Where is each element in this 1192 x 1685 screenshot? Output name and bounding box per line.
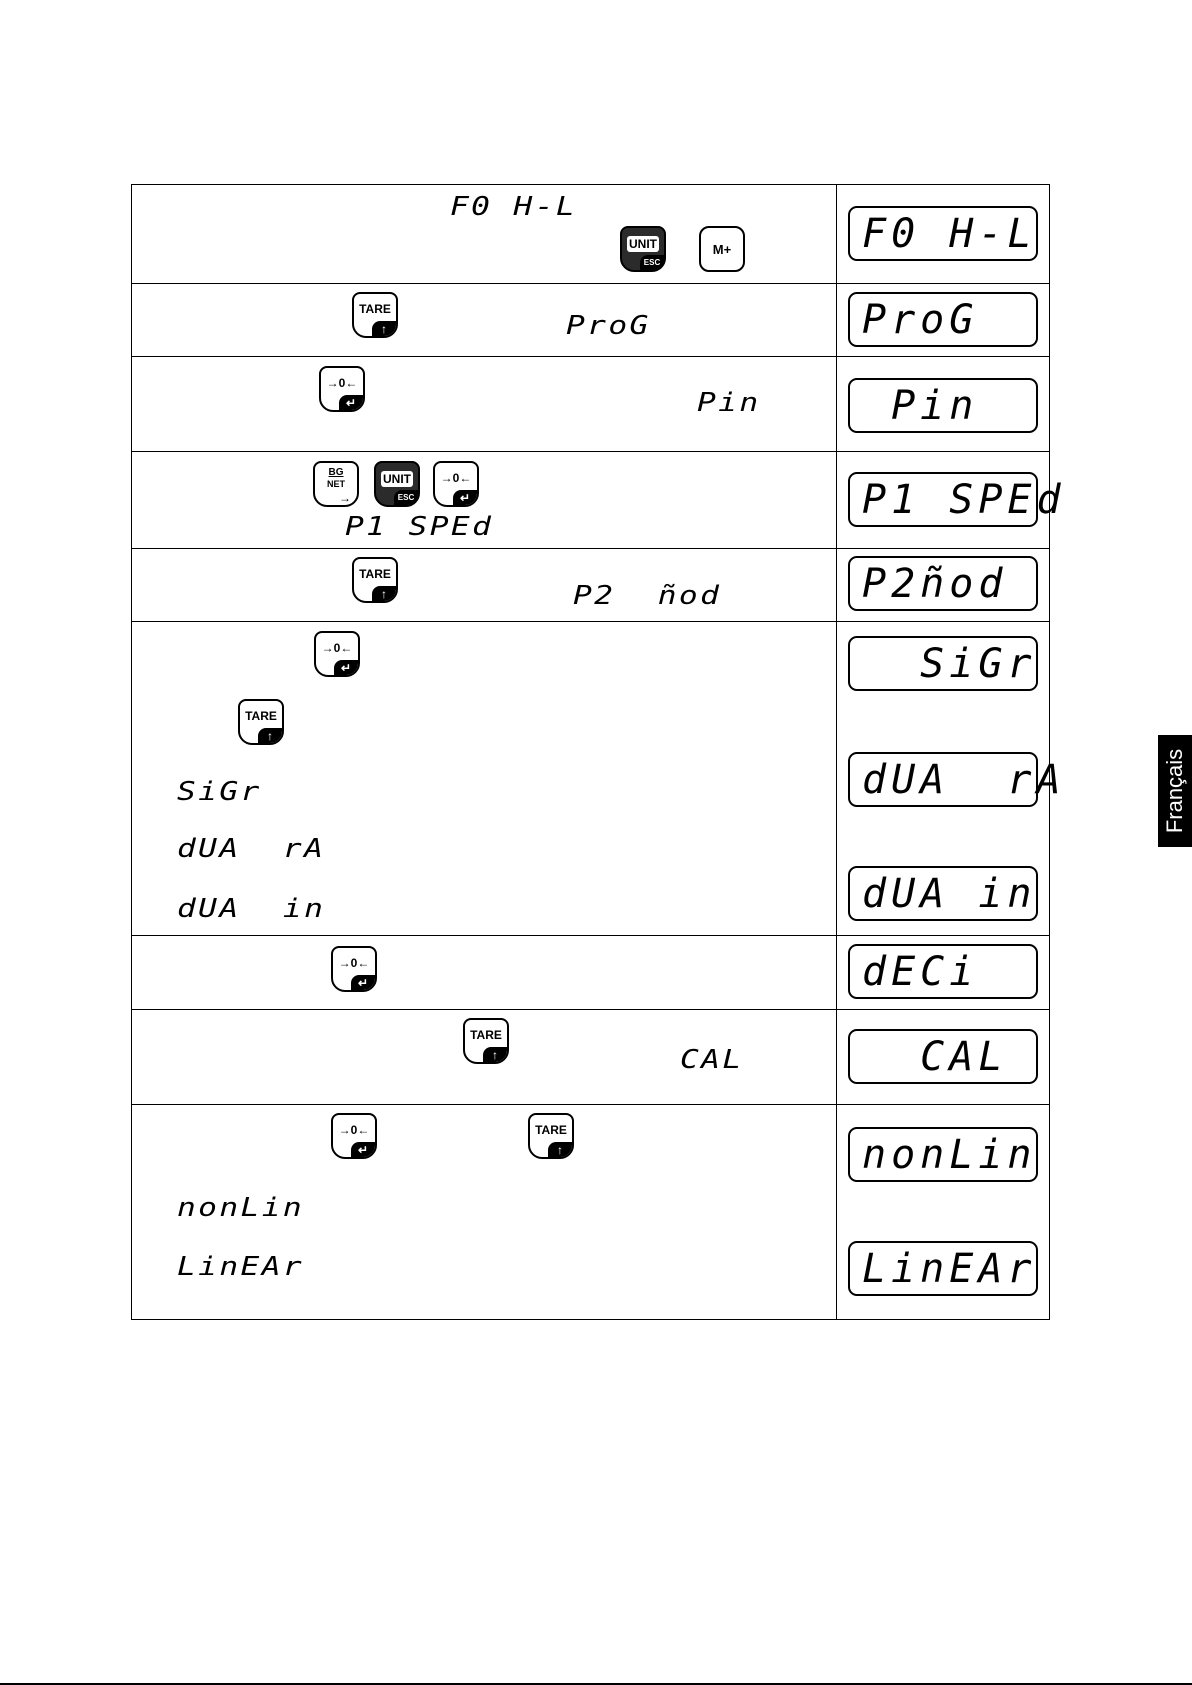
tare-key <box>238 699 284 745</box>
lcd-text: P2ñod <box>862 561 1008 607</box>
lcd-display <box>848 472 1066 527</box>
lcd-text: dECi <box>862 949 979 995</box>
lcd-text: ProG <box>862 297 979 343</box>
lcd-text: dUA rA <box>862 757 1066 803</box>
unit-key-label: UNIT <box>629 237 657 251</box>
lcd-text: P1 SPEd <box>862 477 1066 523</box>
enter-icon: ↵ <box>334 660 358 675</box>
bg-key-label: BG <box>328 467 344 478</box>
zero-key <box>433 461 479 507</box>
inline-display-text: P1 SPEd <box>345 512 494 542</box>
lcd-display <box>848 866 1038 921</box>
language-tab-label: Français <box>1162 748 1187 834</box>
lcd-text: Pin <box>862 383 979 429</box>
lcd-display <box>848 292 1038 347</box>
enter-icon: ↵ <box>339 395 363 410</box>
row-divider <box>131 621 1050 622</box>
zero-key-label: →0← <box>338 1123 370 1137</box>
enter-icon: ↵ <box>351 975 375 990</box>
zero-key-label: →0← <box>338 956 370 970</box>
arrow-up-icon: ↑ <box>372 321 396 336</box>
arrow-up-icon: ↑ <box>258 728 282 743</box>
inline-display-text: SiGr <box>177 777 262 807</box>
inline-display-text: LinEAr <box>177 1252 305 1282</box>
unit-key-label: UNIT <box>383 472 411 486</box>
lcd-display <box>848 378 1038 433</box>
inline-display-text: nonLin <box>177 1193 305 1223</box>
row-divider <box>131 1009 1050 1010</box>
zero-key <box>314 631 360 677</box>
row-divider <box>131 356 1050 357</box>
row-divider <box>131 451 1050 452</box>
lcd-display <box>848 1241 1038 1296</box>
tare-key <box>528 1113 574 1159</box>
inline-display-text: F0 H-L <box>450 192 578 222</box>
inline-display-text: ProG <box>566 311 651 341</box>
inline-display-text: dUA rA <box>177 834 326 864</box>
lcd-display <box>848 206 1038 261</box>
tare-key <box>463 1018 509 1064</box>
mplus-key-label: M+ <box>712 242 732 257</box>
tare-key <box>352 292 398 338</box>
language-tab <box>1158 735 1192 847</box>
arrow-right-icon: → <box>339 490 351 505</box>
tare-key-label: TARE <box>470 1028 502 1042</box>
tare-key <box>352 557 398 603</box>
lcd-display <box>848 944 1038 999</box>
lcd-text: CAL <box>862 1034 1008 1080</box>
lcd-text: nonLin <box>862 1132 1037 1178</box>
unit-esc-key <box>374 461 420 507</box>
row-divider <box>131 283 1050 284</box>
inline-display-text: CAL <box>680 1045 744 1075</box>
inline-display-text: P2 ñod <box>573 581 722 611</box>
lcd-text: F0 H-L <box>862 211 1037 257</box>
tare-key-label: TARE <box>359 302 391 316</box>
arrow-up-icon: ↑ <box>372 586 396 601</box>
zero-key-label: →0← <box>326 376 358 390</box>
zero-key-label: →0← <box>440 471 472 485</box>
esc-key-label: ESC <box>394 490 418 505</box>
esc-key-label: ESC <box>640 255 664 270</box>
zero-key <box>331 946 377 992</box>
net-key-label: NET <box>327 479 345 489</box>
lcd-text: LinEAr <box>862 1246 1037 1292</box>
zero-key-label: →0← <box>321 641 353 655</box>
zero-key <box>331 1113 377 1159</box>
inline-display-text: Pin <box>697 388 761 418</box>
tare-key-label: TARE <box>359 567 391 581</box>
arrow-up-icon: ↑ <box>548 1142 572 1157</box>
enter-icon: ↵ <box>453 490 477 505</box>
zero-key <box>319 366 365 412</box>
lcd-display <box>848 752 1066 807</box>
lcd-text: SiGr <box>862 641 1037 687</box>
mplus-key <box>699 226 745 272</box>
lcd-display <box>848 556 1038 611</box>
lcd-text: dUA in <box>862 871 1037 917</box>
inline-display-text: dUA in <box>177 894 326 924</box>
row-divider <box>131 548 1050 549</box>
lcd-display <box>848 1127 1038 1182</box>
arrow-up-icon: ↑ <box>483 1047 507 1062</box>
column-divider <box>836 184 837 1320</box>
tare-key-label: TARE <box>245 709 277 723</box>
bg-net-key <box>313 461 359 507</box>
tare-key-label: TARE <box>535 1123 567 1137</box>
unit-esc-key <box>620 226 666 272</box>
enter-icon: ↵ <box>351 1142 375 1157</box>
row-divider <box>131 1104 1050 1105</box>
row-divider <box>131 935 1050 936</box>
lcd-display <box>848 1029 1038 1084</box>
lcd-display <box>848 636 1038 691</box>
